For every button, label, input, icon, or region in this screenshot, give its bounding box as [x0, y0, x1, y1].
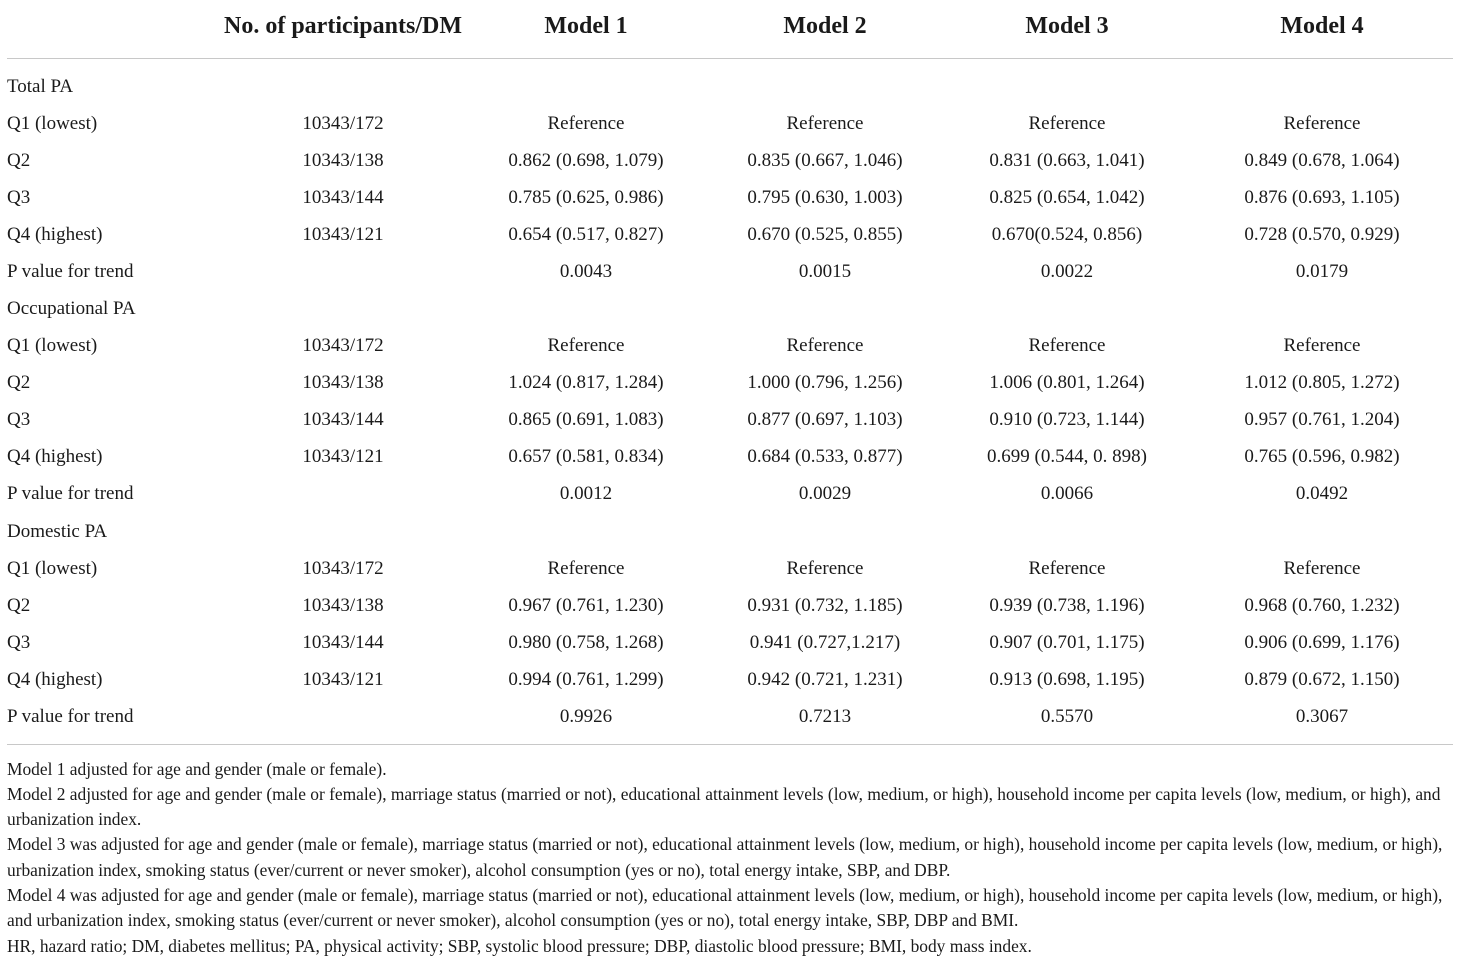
participants-cell: 10343/172	[302, 557, 384, 579]
model-4-cell: Reference	[1283, 112, 1361, 134]
table-row	[7, 587, 1453, 624]
participants-cell: 10343/138	[302, 594, 384, 616]
participants-cell: 10343/121	[302, 668, 384, 690]
model-3-cell: 0.910 (0.723, 1.144)	[989, 409, 1145, 431]
model-2-cell: 0.941 (0.727,1.217)	[749, 631, 901, 653]
table-footnotes	[7, 757, 1453, 959]
section-header-domestic-pa	[7, 513, 1453, 550]
model-3-cell: 0.0066	[1040, 483, 1094, 505]
section-header-total-pa	[7, 59, 1453, 106]
model-3-cell: 0.0022	[1040, 260, 1094, 282]
model-3-cell: Reference	[1028, 557, 1106, 579]
model-1-cell: Reference	[547, 112, 625, 134]
model-4-cell: 0.906 (0.699, 1.176)	[1244, 631, 1400, 653]
model-4-cell: Reference	[1283, 557, 1361, 579]
model-1-cell: 0.785 (0.625, 0.986)	[508, 186, 664, 208]
row-label: Q2	[7, 149, 31, 171]
footnote-model-2: Model 2 adjusted for age and gender (male or female), marriage status (married or not), educational attainment levels (low, medium, or high), household income per capita levels (low, medium, or high), and urbanization index.	[7, 783, 1441, 830]
model-1-cell: 0.865 (0.691, 1.083)	[508, 409, 664, 431]
model-1-cell: Reference	[547, 335, 625, 357]
participants-cell: 10343/172	[302, 335, 384, 357]
model-3-cell: 0.939 (0.738, 1.196)	[989, 594, 1145, 616]
footnote-model-4: Model 4 was adjusted for age and gender (male or female), marriage status (married or not), educational attainment levels (low, medium, or high), household income per capita levels (low, medium, or high), and urbanization index, smoking status (ever/current or never smoker), alcohol consumption (yes or no), total energy intake, SBP, DBP and BMI.	[7, 885, 1443, 931]
table-row	[7, 624, 1453, 661]
row-label: Q4 (highest)	[7, 223, 103, 245]
model-2-cell: 1.000 (0.796, 1.256)	[747, 372, 903, 394]
model-3-cell: Reference	[1028, 112, 1106, 134]
table-body	[7, 59, 1453, 745]
row-label: Q4 (highest)	[7, 446, 103, 468]
model-1-cell: 0.967 (0.761, 1.230)	[508, 594, 664, 616]
table-row	[7, 142, 1453, 179]
model-2-cell: Reference	[786, 557, 864, 579]
row-label: Q4 (highest)	[7, 668, 103, 690]
model-4-cell: 0.876 (0.693, 1.105)	[1244, 186, 1400, 208]
row-label: P value for trend	[7, 483, 134, 505]
row-label: P value for trend	[7, 260, 134, 282]
table-header-row	[7, 0, 1453, 59]
model-2-cell: 0.670 (0.525, 0.855)	[747, 223, 903, 245]
model-3-cell: 0.825 (0.654, 1.042)	[989, 186, 1145, 208]
table-row	[7, 365, 1453, 402]
model-4-cell: 0.0492	[1295, 483, 1349, 505]
model-3-cell: 1.006 (0.801, 1.264)	[989, 372, 1145, 394]
model-3-cell: 0.5570	[943, 699, 1191, 745]
participants-cell: 10343/121	[302, 223, 384, 245]
model-1-cell: 0.0012	[559, 483, 613, 505]
table-row	[7, 105, 1453, 142]
participants-cell: 10343/144	[302, 631, 384, 653]
model-4-cell: 0.879 (0.672, 1.150)	[1244, 668, 1400, 690]
model-2-cell: 0.795 (0.630, 1.003)	[747, 186, 903, 208]
row-label: P value for trend	[7, 699, 221, 745]
model-2-cell: 0.942 (0.721, 1.231)	[747, 668, 903, 690]
header-model-1: Model 1	[465, 0, 707, 59]
header-model-2: Model 2	[707, 0, 943, 59]
row-label: Q1 (lowest)	[7, 112, 98, 134]
table-row	[7, 179, 1453, 216]
model-2-cell: 0.877 (0.697, 1.103)	[747, 409, 903, 431]
participants-cell: 10343/121	[302, 446, 384, 468]
model-1-cell: 0.0043	[559, 260, 613, 282]
model-2-cell: 0.931 (0.732, 1.185)	[747, 594, 903, 616]
header-model-3: Model 3	[943, 0, 1191, 59]
participants-cell	[221, 253, 465, 290]
participants-cell	[221, 699, 465, 745]
table-row	[7, 550, 1453, 587]
model-2-cell: Reference	[786, 335, 864, 357]
model-4-cell: 0.849 (0.678, 1.064)	[1244, 149, 1400, 171]
model-4-cell: Reference	[1283, 335, 1361, 357]
model-4-cell: 0.3067	[1191, 699, 1453, 745]
model-3-cell: 0.913 (0.698, 1.195)	[989, 668, 1145, 690]
section-header-occupational-pa	[7, 290, 1453, 327]
model-2-cell: 0.7213	[707, 699, 943, 745]
model-1-cell: 0.862 (0.698, 1.079)	[508, 149, 664, 171]
participants-cell: 10343/172	[302, 112, 384, 134]
model-3-cell: 0.670(0.524, 0.856)	[991, 223, 1143, 245]
model-2-cell: 0.0029	[798, 483, 852, 505]
row-label: Q2	[7, 594, 31, 616]
section-title: Occupational PA	[7, 298, 136, 320]
row-label: Q3	[7, 631, 31, 653]
table-row	[7, 661, 1453, 698]
table-row	[7, 216, 1453, 253]
model-3-cell: 0.907 (0.701, 1.175)	[989, 631, 1145, 653]
model-4-cell: 0.957 (0.761, 1.204)	[1244, 409, 1400, 431]
row-label: Q2	[7, 372, 31, 394]
row-label: Q1 (lowest)	[7, 335, 98, 357]
model-2-cell: 0.835 (0.667, 1.046)	[747, 149, 903, 171]
model-3-cell: Reference	[1028, 335, 1106, 357]
model-4-cell: 0.0179	[1295, 260, 1349, 282]
model-1-cell: 0.654 (0.517, 0.827)	[508, 223, 664, 245]
footnote-model-1: Model 1 adjusted for age and gender (male or female).	[7, 758, 387, 779]
footnote-abbreviations: HR, hazard ratio; DM, diabetes mellitus; PA, physical activity; SBP, systolic blood pressure; DBP, diastolic blood pressure; BMI, body mass index.	[7, 935, 1032, 956]
footnote-model-3: Model 3 was adjusted for age and gender (male or female), marriage status (married or not), educational attainment levels (low, medium, or high), household income per capita levels (low, medium, or high), urbanization index, smoking status (ever/current or never smoker), alcohol consumption (yes or no), total energy intake, SBP, and DBP.	[7, 834, 1443, 880]
table-row	[7, 439, 1453, 476]
participants-cell: 10343/144	[302, 186, 384, 208]
results-table	[7, 0, 1453, 745]
row-label: Q3	[7, 186, 31, 208]
table-row	[7, 402, 1453, 439]
participants-cell	[221, 476, 465, 513]
model-4-cell: 0.728 (0.570, 0.929)	[1244, 223, 1400, 245]
model-4-cell: 0.765 (0.596, 0.982)	[1244, 446, 1400, 468]
model-1-cell: 0.9926	[465, 699, 707, 745]
model-4-cell: 0.968 (0.760, 1.232)	[1244, 594, 1400, 616]
model-3-cell: 0.699 (0.544, 0. 898)	[987, 446, 1147, 468]
section-title: Domestic PA	[7, 520, 108, 542]
header-participants: No. of participants/DM	[221, 0, 465, 59]
table-row	[7, 328, 1453, 365]
model-1-cell: Reference	[547, 557, 625, 579]
section-title: Total PA	[7, 76, 74, 97]
row-label: Q1 (lowest)	[7, 557, 98, 579]
model-4-cell: 1.012 (0.805, 1.272)	[1244, 372, 1400, 394]
model-1-cell: 0.994 (0.761, 1.299)	[508, 668, 664, 690]
row-label: Q3	[7, 409, 31, 431]
participants-cell: 10343/138	[302, 149, 384, 171]
table-row	[7, 253, 1453, 290]
table-row	[7, 699, 1453, 745]
table-row	[7, 476, 1453, 513]
model-1-cell: 1.024 (0.817, 1.284)	[508, 372, 664, 394]
header-model-4: Model 4	[1191, 0, 1453, 59]
model-2-cell: 0.0015	[798, 260, 852, 282]
model-1-cell: 0.980 (0.758, 1.268)	[508, 631, 664, 653]
document-page	[7, 0, 1453, 959]
header-blank	[7, 0, 221, 59]
model-1-cell: 0.657 (0.581, 0.834)	[508, 446, 664, 468]
model-3-cell: 0.831 (0.663, 1.041)	[989, 149, 1145, 171]
model-2-cell: 0.684 (0.533, 0.877)	[747, 446, 903, 468]
model-2-cell: Reference	[786, 112, 864, 134]
participants-cell: 10343/144	[302, 409, 384, 431]
participants-cell: 10343/138	[302, 372, 384, 394]
